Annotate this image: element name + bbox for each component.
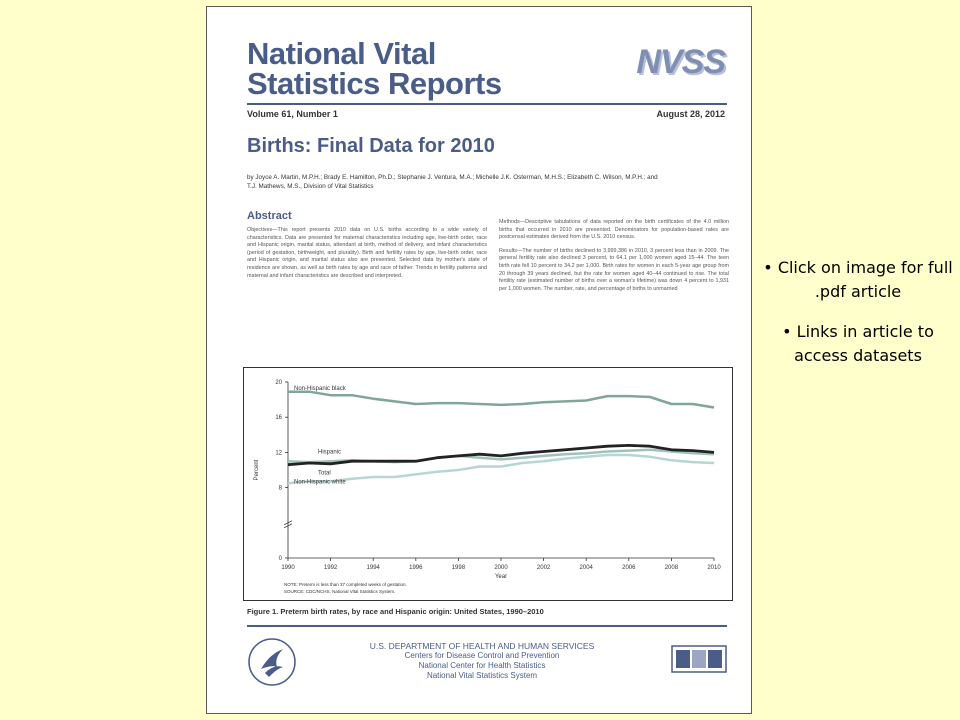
figure-1-frame	[243, 367, 733, 601]
bullet-symbol: •	[763, 258, 773, 277]
series-label: Hispanic	[318, 449, 342, 456]
series-line	[288, 392, 714, 408]
abstract-methods: Methods—Descriptive tabulations of data reported on the birth certificates of the 4.0 million births that occurred in 2010 are presented. Denominators for population-based rates are postcensal estimates derived from the U.S. 2010 census.	[499, 219, 729, 241]
x-tick-label: 1998	[451, 565, 466, 571]
x-tick-label: 2006	[622, 565, 636, 571]
bullet-links-datasets	[758, 320, 958, 368]
x-axis-label: Year	[494, 574, 508, 580]
abstract-column-1	[247, 227, 487, 280]
y-axis-label: Percent	[254, 459, 260, 481]
volume-number: Volume 61, Number 1	[247, 109, 338, 119]
abstract-results: Results—The number of births declined to 3,999,386 in 2010, 3 percent less than in 2009. The general fertility rate also declined 3 percent, to 64.1 per 1,000 women aged 15–44. The teen birth rate fell 10 percent to 34.2 per 1,000. Birth rates for women in each 5-year age group from 20 through 39 years declined, but the rate for women aged 40–44 continued to rise. The total fertility rate (estimated number of births over a woman's lifetime) was down 4 percent to 1,931 per 1,000 women. The number, rate, and percentage of births to unmarried	[499, 247, 729, 292]
y-tick-label: 12	[275, 450, 282, 457]
masthead-line-1: National Vital	[247, 36, 436, 71]
x-tick-label: 1990	[281, 565, 295, 571]
agency-nvss: National Vital Statistics System	[426, 671, 538, 680]
bullet-text-links-datasets: Links in article to access datasets	[794, 322, 934, 365]
masthead-line-2: Statistics Reports	[247, 66, 502, 101]
agency-nchs: National Center for Health Statistics	[418, 661, 546, 670]
nvss-logo: NVSS	[636, 43, 725, 81]
agency-cdc: Centers for Disease Control and Prevention	[404, 651, 560, 660]
series-label: Total	[318, 470, 331, 477]
series-label: Non-Hispanic white	[294, 479, 346, 486]
x-tick-label: 2002	[536, 565, 551, 571]
x-tick-label: 1994	[366, 565, 380, 571]
y-tick-label: 8	[278, 485, 282, 492]
instruction-bullets	[758, 256, 958, 384]
footer-divider	[247, 625, 727, 627]
chart-note: NOTE: Preterm is less than 37 completed weeks of gestation.	[284, 582, 407, 587]
hhs-eagle-logo	[247, 637, 297, 687]
header-divider	[247, 103, 727, 105]
agency-block	[347, 641, 617, 681]
x-tick-label: 2008	[664, 565, 679, 571]
preterm-birth-chart	[244, 368, 732, 600]
report-title: Births: Final Data for 2010	[247, 135, 495, 157]
abstract-objectives: Objectives—This report presents 2010 data on U.S. births according to a wide variety of characteristics. Data are presented for maternal characteristics including age, live-birth order, race and Hispanic origin, marital status, attendant at birth, method of delivery, and infant characteristics (period of gestation, birthweight, and plurality). Birth and fertility rates by age, live-birth order, race and Hispanic origin, and marital status also are presented. Selected data by mother's state of residence are shown, as well as birth rates by age and race of father. Trends in fertility patterns and maternal and infant characteristics are described and interpreted.	[247, 227, 487, 279]
abstract-column-2	[499, 219, 729, 299]
figure-caption: Figure 1. Preterm birth rates, by race and Hispanic origin: United States, 1990–2010	[247, 607, 544, 616]
chart-note: SOURCE: CDC/NCHS, National Vital Statistics System.	[284, 589, 396, 594]
cdc-logo	[671, 645, 727, 673]
report-cover-image[interactable]	[206, 6, 752, 714]
x-tick-label: 1996	[409, 565, 423, 571]
bullet-click-image	[758, 256, 958, 304]
series-line	[288, 445, 714, 464]
report-date: August 28, 2012	[656, 109, 725, 119]
report-masthead	[247, 36, 502, 101]
y-tick-label: 16	[275, 415, 282, 422]
x-tick-label: 2000	[494, 565, 508, 571]
y-tick-label: 0	[278, 556, 282, 562]
y-tick-label: 20	[275, 380, 282, 386]
x-tick-label: 1992	[323, 565, 338, 571]
abstract-heading: Abstract	[247, 210, 292, 222]
bullet-symbol: •	[782, 322, 792, 341]
agency-department: U.S. DEPARTMENT OF HEALTH AND HUMAN SERVICES	[369, 641, 595, 651]
x-tick-label: 2010	[707, 565, 721, 571]
series-label: Non-Hispanic black	[294, 386, 346, 392]
bullet-text-click-image: Click on image for full .pdf article	[777, 258, 953, 301]
x-tick-label: 2004	[579, 565, 593, 571]
report-authors: by Joyce A. Martin, M.P.H.; Brady E. Hamilton, Ph.D.; Stephanie J. Ventura, M.A.; Michelle J.K. Osterman, M.H.S.; Elizabeth C. Wilson, M.P.H.; and T.J. Mathews, M.S., Division of Vital Statistics	[247, 174, 658, 190]
